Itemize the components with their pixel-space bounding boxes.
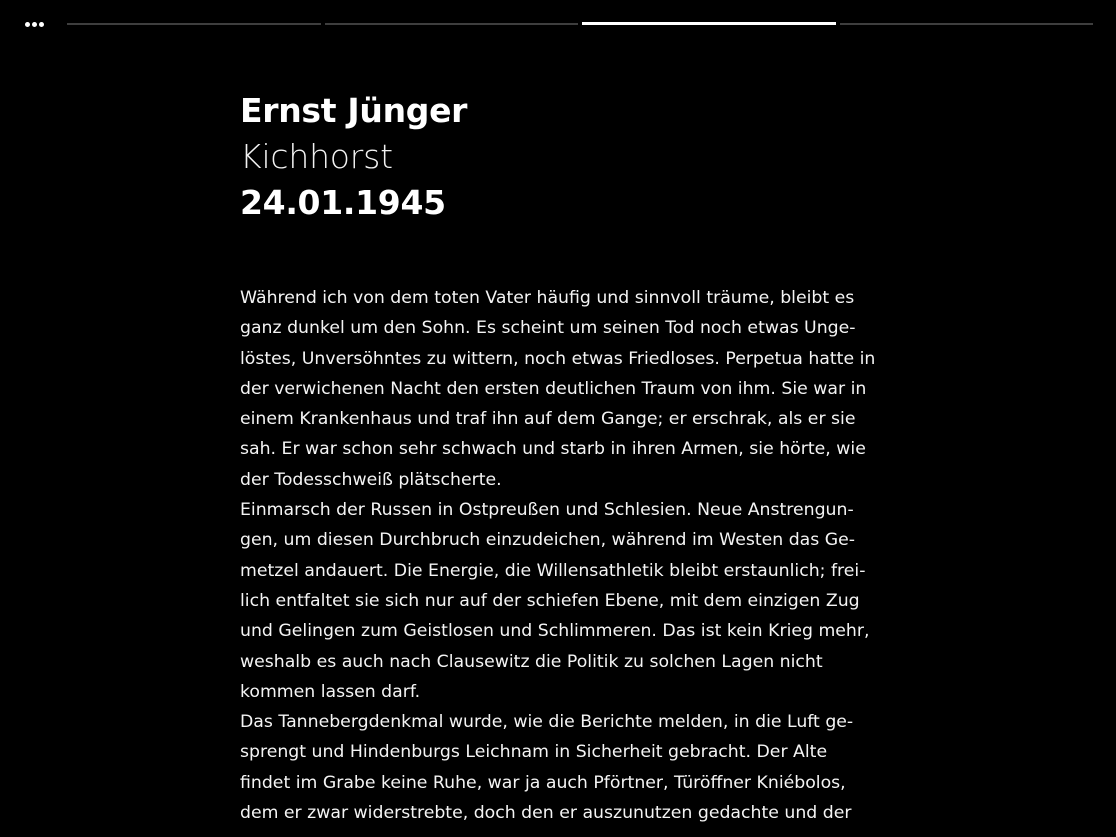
text-line: Während ich von dem toten Vater häufig und sinnvoll träume, bleibt es	[240, 288, 855, 308]
more-dots-icon	[25, 22, 30, 27]
text-line: sah. Er war schon sehr schwach und starb in ihren Armen, sie hörte, wie	[240, 439, 866, 460]
progress-segment[interactable]	[840, 23, 1094, 25]
more-menu-button[interactable]	[20, 14, 48, 34]
more-dots-icon	[39, 22, 44, 27]
entry-body-text	[240, 283, 880, 828]
text-line: kommen lassen darf.	[240, 681, 421, 702]
progress-segment[interactable]	[325, 23, 579, 25]
entry-date: 24.01.1945	[240, 183, 446, 222]
text-line: einem Krankenhaus und traf ihn auf dem Gange; er erschrak, als er sie	[240, 409, 856, 430]
text-line: Einmarsch der Russen in Ostpreußen und Schlesien. Neue Anstrengun-	[240, 500, 854, 521]
progress-segment[interactable]	[67, 23, 321, 25]
text-line: und Gelingen zum Geistlosen und Schlimmeren. Das ist kein Krieg mehr,	[240, 621, 870, 642]
progress-segment-active[interactable]	[582, 22, 836, 25]
text-line: Das Tannebergdenkmal wurde, wie die Berichte melden, in die Luft ge-	[240, 712, 854, 733]
text-line: löstes, Unversöhntes zu wittern, noch etwas Friedloses. Perpetua hatte in	[240, 348, 876, 369]
text-line: sprengt und Hindenburgs Leichnam in Sicherheit gebracht. Der Alte	[240, 742, 828, 763]
entry-place: Kichhorst	[240, 137, 393, 176]
entry-header	[240, 88, 880, 226]
text-line: der Todesschweiß plätscherte.	[240, 469, 502, 490]
entry-author: Ernst Jünger	[240, 91, 468, 130]
text-line: metzel andauert. Die Energie, die Willensathletik bleibt erstaunlich; frei-	[240, 560, 866, 581]
text-line: ganz dunkel um den Sohn. Es scheint um seinen Tod noch etwas Unge-	[240, 318, 856, 339]
text-line: gen, um diesen Durchbruch einzudeichen, während im Westen das Ge-	[240, 530, 856, 551]
text-line: weshalb es auch nach Clausewitz die Politik zu solchen Lagen nicht	[240, 651, 823, 672]
text-line: dem er zwar widerstrebte, doch den er auszunutzen gedachte und der	[240, 803, 852, 824]
text-line: findet im Grabe keine Ruhe, war ja auch Pförtner, Türöffner Kniébolos,	[240, 772, 846, 793]
page-progress-bar	[67, 22, 1093, 25]
text-line: lich entfaltet sie sich nur auf der schiefen Ebene, mit dem einzigen Zug	[240, 590, 860, 611]
text-line: der verwichenen Nacht den ersten deutlichen Traum von ihm. Sie war in	[240, 378, 867, 399]
more-dots-icon	[32, 22, 37, 27]
